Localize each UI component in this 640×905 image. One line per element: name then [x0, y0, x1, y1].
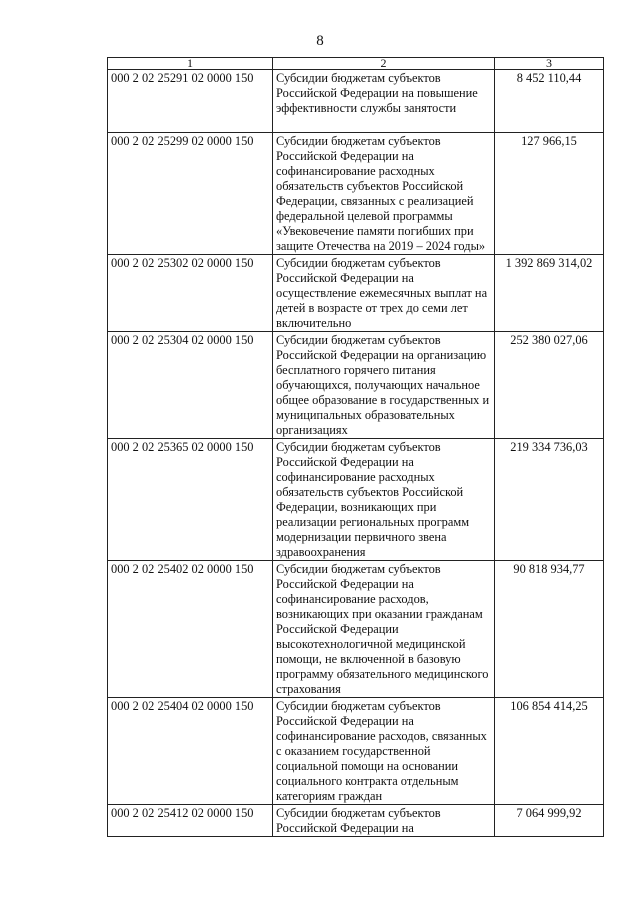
page-number: 8 [316, 33, 324, 49]
table-row [108, 805, 604, 837]
row-description: Субсидии бюджетам субъектов Российской Федерации на организацию бесплатного горячего питания обучающихся, получающих начальное общее образование в государственных и муниципальных образовательных организациях [273, 332, 495, 439]
budget-code: 000 2 02 25404 02 0000 150 [108, 698, 273, 805]
column-header-3: 3 [495, 58, 604, 70]
row-description: Субсидии бюджетам субъектов Российской Федерации на [273, 805, 495, 837]
table-row [108, 698, 604, 805]
table-row [108, 133, 604, 255]
table-row [108, 439, 604, 561]
column-header-1: 1 [108, 58, 273, 70]
table-row [108, 332, 604, 439]
table-row [108, 561, 604, 698]
table-row [108, 255, 604, 332]
budget-code: 000 2 02 25412 02 0000 150 [108, 805, 273, 837]
row-amount: 90 818 934,77 [495, 561, 604, 698]
column-header-2: 2 [273, 58, 495, 70]
row-description: Субсидии бюджетам субъектов Российской Федерации на повышение эффективности службы занятости [273, 70, 495, 133]
row-description: Субсидии бюджетам субъектов Российской Федерации на софинансирование расходных обязательств субъектов Российской Федерации, связанных с реализацией федеральной целевой программы «Увековечение памяти погибших при защите Отечества на 2019 – 2024 годы» [273, 133, 495, 255]
budget-table [107, 57, 604, 837]
row-amount: 219 334 736,03 [495, 439, 604, 561]
budget-code: 000 2 02 25302 02 0000 150 [108, 255, 273, 332]
row-description: Субсидии бюджетам субъектов Российской Федерации на осуществление ежемесячных выплат на детей в возрасте от трех до семи лет включительно [273, 255, 495, 332]
row-description: Субсидии бюджетам субъектов Российской Федерации на софинансирование расходов, возникающих при оказании гражданам Российской Федерации высокотехнологичной медицинской помощи, не включенной в базовую программу обязательного медицинского страхования [273, 561, 495, 698]
row-amount: 106 854 414,25 [495, 698, 604, 805]
row-description: Субсидии бюджетам субъектов Российской Федерации на софинансирование расходов, связанных с оказанием государственной социальной помощи на основании социального контракта отдельным категориям граждан [273, 698, 495, 805]
budget-code: 000 2 02 25402 02 0000 150 [108, 561, 273, 698]
budget-code: 000 2 02 25299 02 0000 150 [108, 133, 273, 255]
budget-code: 000 2 02 25291 02 0000 150 [108, 70, 273, 133]
table-header-row [108, 58, 604, 70]
budget-code: 000 2 02 25304 02 0000 150 [108, 332, 273, 439]
row-amount: 1 392 869 314,02 [495, 255, 604, 332]
row-amount: 252 380 027,06 [495, 332, 604, 439]
row-description: Субсидии бюджетам субъектов Российской Федерации на софинансирование расходных обязательств субъектов Российской Федерации, возникающих при реализации региональных программ модернизации первичного звена здравоохранения [273, 439, 495, 561]
row-amount: 127 966,15 [495, 133, 604, 255]
budget-code: 000 2 02 25365 02 0000 150 [108, 439, 273, 561]
row-amount: 7 064 999,92 [495, 805, 604, 837]
table-row [108, 70, 604, 133]
row-amount: 8 452 110,44 [495, 70, 604, 133]
